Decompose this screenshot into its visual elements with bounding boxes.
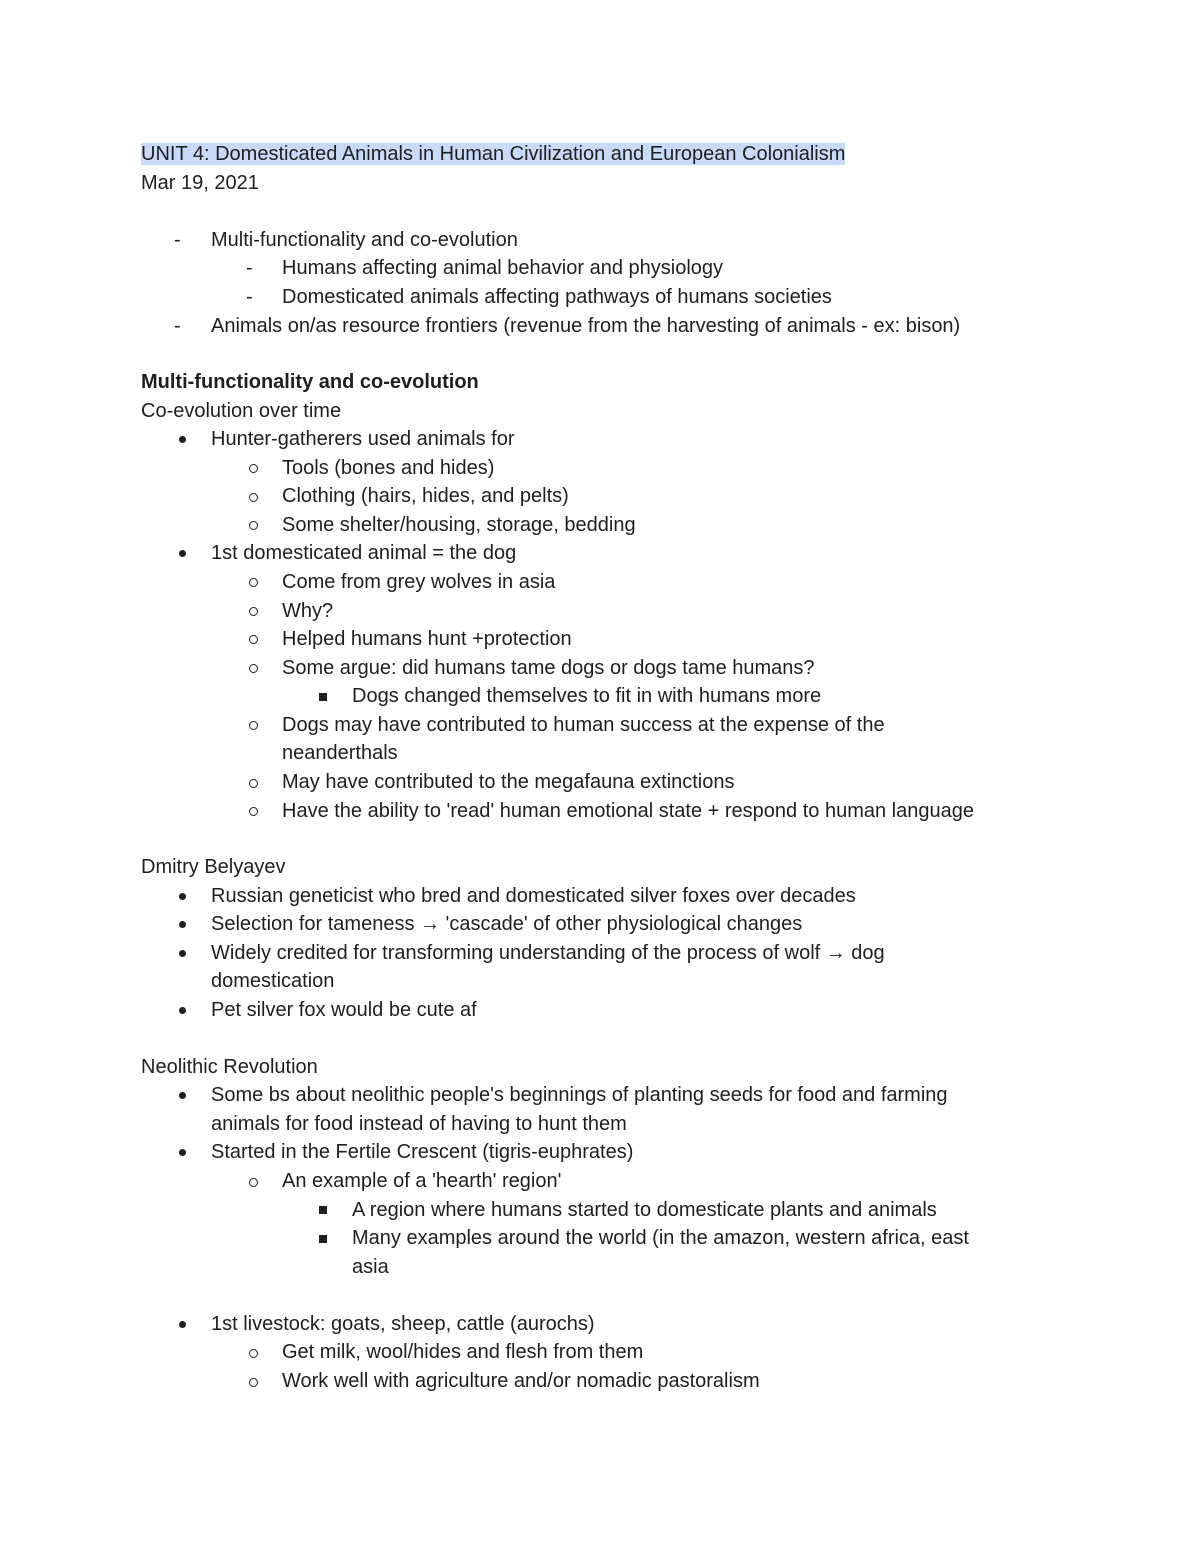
bullet-square: [319, 693, 327, 701]
list-subitem: May have contributed to the megafauna extinctions: [282, 771, 735, 793]
outline-item: Animals on/as resource frontiers (revenue from the harvesting of animals - ex: bison): [211, 315, 961, 337]
list-tertiary-item: Dogs changed themselves to fit in with humans more: [352, 685, 822, 707]
list-item-continued: domestication: [211, 970, 335, 992]
bullet-dot: [179, 550, 186, 557]
list-subitem: Why?: [282, 600, 334, 622]
bullet-dot: [179, 1321, 186, 1328]
list-subitem: Come from grey wolves in asia: [282, 571, 556, 593]
bullet-square: [319, 1235, 327, 1243]
bullet-circle: [249, 578, 258, 587]
list-tertiary-item-continued: asia: [352, 1256, 389, 1278]
bullet-circle: [249, 807, 258, 816]
dash-marker: -: [174, 315, 181, 337]
bullet-circle: [249, 635, 258, 644]
section-heading: Dmitry Belyayev: [141, 856, 286, 878]
list-subitem: Helped humans hunt +protection: [282, 628, 572, 650]
dash-marker: -: [246, 286, 253, 308]
dash-marker: -: [246, 257, 253, 279]
list-subitem: Have the ability to 'read' human emotional state + respond to human language: [282, 800, 974, 822]
bullet-circle: [249, 779, 258, 788]
list-subitem: Dogs may have contributed to human success at the expense of the: [282, 714, 885, 736]
list-subitem: Some argue: did humans tame dogs or dogs tame humans?: [282, 657, 815, 679]
list-item: Selection for tameness → 'cascade' of other physiological changes: [211, 913, 803, 935]
bullet-dot: [179, 1149, 186, 1156]
list-item: Started in the Fertile Crescent (tigris-euphrates): [211, 1141, 634, 1163]
bullet-dot: [179, 1092, 186, 1099]
bullet-dot: [179, 950, 186, 957]
list-item: 1st livestock: goats, sheep, cattle (aurochs): [211, 1313, 595, 1335]
document-title-text: UNIT 4: Domesticated Animals in Human Civilization and European Colonialism: [141, 143, 846, 165]
section-heading: Multi-functionality and co-evolution: [141, 371, 479, 393]
list-subitem: Work well with agriculture and/or nomadic pastoralism: [282, 1370, 760, 1392]
bullet-circle: [249, 721, 258, 730]
bullet-circle: [249, 664, 258, 673]
bullet-circle: [249, 1178, 258, 1187]
document-date: Mar 19, 2021: [141, 172, 259, 194]
list-tertiary-item: Many examples around the world (in the amazon, western africa, east: [352, 1227, 969, 1249]
list-item: 1st domesticated animal = the dog: [211, 542, 517, 564]
section-heading: Neolithic Revolution: [141, 1056, 318, 1078]
bullet-dot: [179, 436, 186, 443]
list-item-continued: animals for food instead of having to hunt them: [211, 1113, 627, 1135]
bullet-dot: [179, 921, 186, 928]
bullet-circle: [249, 1349, 258, 1358]
list-subitem: Get milk, wool/hides and flesh from them: [282, 1341, 644, 1363]
bullet-circle: [249, 464, 258, 473]
list-subitem: Tools (bones and hides): [282, 457, 495, 479]
bullet-circle: [249, 493, 258, 502]
bullet-circle: [249, 607, 258, 616]
bullet-circle: [249, 521, 258, 530]
outline-subitem: Humans affecting animal behavior and physiology: [282, 257, 724, 279]
bullet-square: [319, 1206, 327, 1214]
outline-item: Multi-functionality and co-evolution: [211, 229, 518, 251]
list-subitem: An example of a 'hearth' region': [282, 1170, 562, 1192]
list-item: Some bs about neolithic people's beginnings of planting seeds for food and farming: [211, 1084, 948, 1106]
list-subitem: Some shelter/housing, storage, bedding: [282, 514, 636, 536]
list-subitem: Clothing (hairs, hides, and pelts): [282, 485, 569, 507]
list-item: Pet silver fox would be cute af: [211, 999, 477, 1021]
list-subitem-continued: neanderthals: [282, 742, 398, 764]
bullet-circle: [249, 1378, 258, 1387]
bullet-dot: [179, 893, 186, 900]
outline-subitem: Domesticated animals affecting pathways of humans societies: [282, 286, 832, 308]
section-subheading: Co-evolution over time: [141, 400, 342, 422]
document-title: [141, 140, 845, 168]
list-item: Widely credited for transforming understanding of the process of wolf → dog: [211, 942, 885, 964]
list-tertiary-item: A region where humans started to domesticate plants and animals: [352, 1199, 937, 1221]
dash-marker: -: [174, 229, 181, 251]
bullet-dot: [179, 1007, 186, 1014]
list-item: Russian geneticist who bred and domesticated silver foxes over decades: [211, 885, 856, 907]
list-item: Hunter-gatherers used animals for: [211, 428, 515, 450]
